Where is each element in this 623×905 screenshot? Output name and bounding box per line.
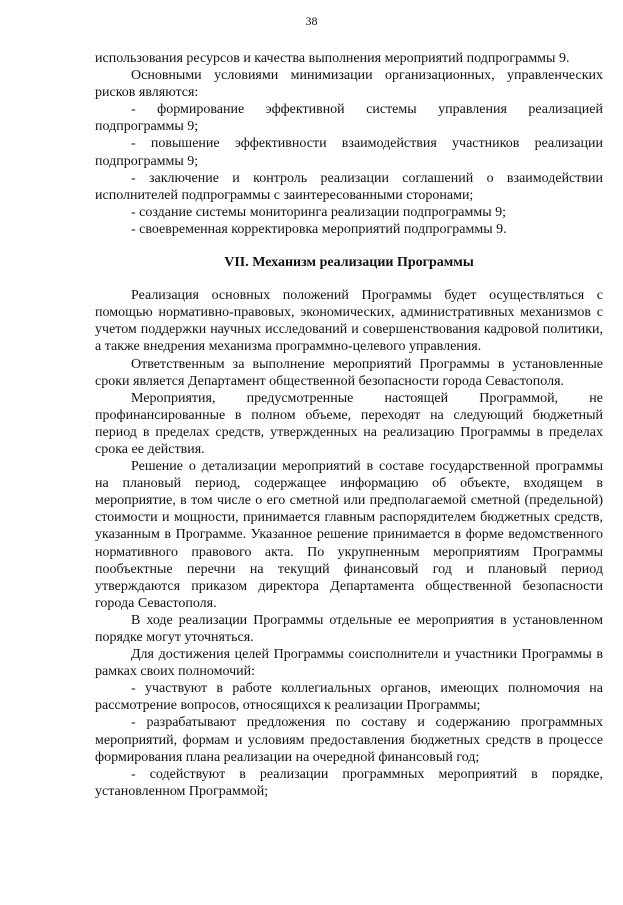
risk-list-item: - повышение эффективности взаимодействия участников реализации подпрограммы 9; [95, 136, 603, 169]
body-paragraph: Ответственным за выполнение мероприятий Программы в установленные сроки является Департамент общественной безопасности города Севастополя. [95, 356, 603, 389]
powers-list-item: - разрабатывают предложения по составу и содержанию программных мероприятий, формам и условиям предоставления бюджетных средств в процессе формирования плана реализации на очередной финансовый год; [95, 715, 603, 765]
continuation-line: использования ресурсов и качества выполнения мероприятий подпрограммы 9. [95, 51, 570, 66]
body-paragraph: Мероприятия, предусмотренные настоящей Программой, не профинансированные в полном объеме, переходят на следующий бюджетный период в пределах средств, утвержденных на реализацию Программы в пределах срока ее действия. [95, 390, 603, 457]
section-heading: VII. Механизм реализации Программы [224, 255, 474, 271]
risk-list-item: - заключение и контроль реализации соглашений о взаимодействии исполнителей подпрограммы с заинтересованными сторонами; [95, 170, 603, 203]
page-number: 38 [305, 14, 318, 28]
body-paragraph: Реализация основных положений Программы будет осуществляться с помощью нормативно-правовых, экономических, административных механизмов с учетом поддержки научных исследований и совершенствования кадровой политики, а также внедрения механизма программно-целевого управления. [95, 288, 603, 355]
risk-list-item: - формирование эффективной системы управления реализацией подпрограммы 9; [95, 102, 603, 135]
powers-list-item: - участвуют в работе коллегиальных органов, имеющих полномочия на рассмотрение вопросов, относящихся к реализации Программы; [95, 681, 603, 714]
body-paragraph: В ходе реализации Программы отдельные ее мероприятия в установленном порядке могут уточняться. [95, 612, 603, 645]
body-paragraph: Для достижения целей Программы соисполнители и участники Программы в рамках своих полномочий: [95, 647, 603, 680]
body-paragraph: Решение о детализации мероприятий в составе государственной программы на плановый период, содержащее информацию об объекте, входящем в мероприятие, в том числе о его сметной или предполагаемой сметной (предельной) стоимости и мощности, принимается главным распорядителем бюджетных средств, указанным в Программе. Указанное решение принимается в форме ведомственного нормативного правового акта. По укрупненным мероприятиям Программы пообъектные перечни на текущий финансовый год и плановый период утверждаются приказом директора Департамента общественной безопасности города Севастополя. [95, 459, 603, 611]
risk-intro-paragraph: Основными условиями минимизации организационных, управленческих рисков являются: [95, 68, 603, 101]
risk-list-item: - создание системы мониторинга реализации подпрограммы 9; [131, 204, 507, 220]
page-content [95, 50, 603, 800]
powers-list-item: - содействуют в реализации программных мероприятий в порядке, установленном Программой; [95, 766, 603, 799]
risk-list-item: - своевременная корректировка мероприятий подпрограммы 9. [131, 221, 507, 237]
